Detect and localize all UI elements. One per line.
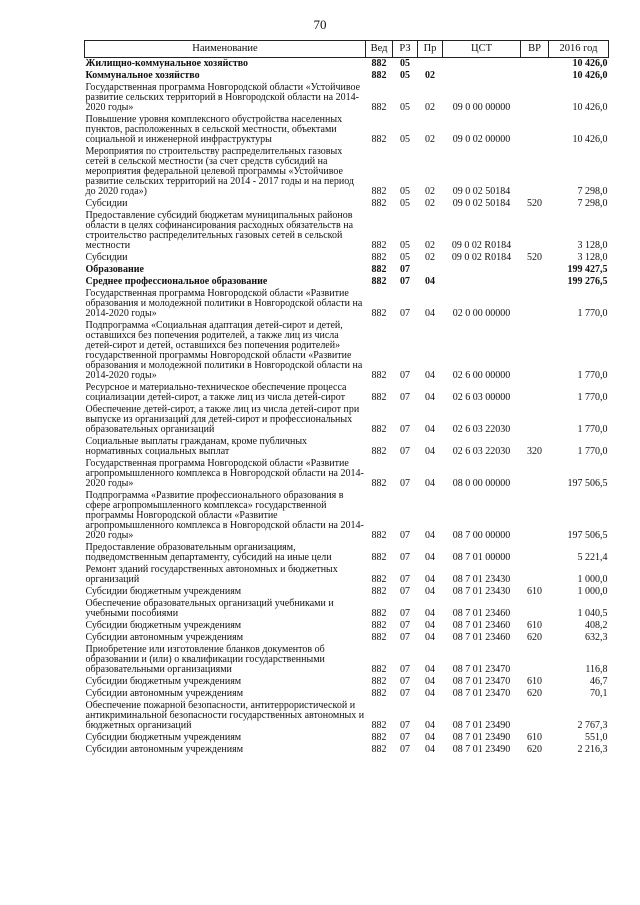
- cell-sum: 3 128,0: [577, 252, 608, 263]
- cell-rz: 07: [400, 732, 410, 743]
- cell-ved: 882: [371, 732, 387, 743]
- table-row: [85, 276, 609, 288]
- table-row: [85, 620, 609, 632]
- cell-cst: 09 0 02 50184: [452, 198, 511, 209]
- cell-ved: 882: [371, 134, 387, 145]
- cell-rz: 07: [400, 392, 410, 403]
- cell-cst: 08 7 01 23490: [452, 720, 511, 731]
- cell-pr: 04: [425, 620, 435, 631]
- table-row: [85, 644, 609, 676]
- cell-cst: 08 7 01 23460: [452, 620, 511, 631]
- cell-ved: 882: [371, 664, 387, 675]
- table-row: [85, 564, 609, 586]
- cell-name: Среднее профессиональное образование: [85, 276, 268, 287]
- table-row: [85, 732, 609, 744]
- cell-name: Приобретение или изготовление бланков документов об образовании и (или) о квалификации государственными образовательными организациями: [85, 644, 325, 675]
- cell-ved: 882: [371, 552, 387, 563]
- cell-sum: 197 506,5: [567, 478, 608, 489]
- cell-vr: [521, 276, 549, 288]
- cell-ved: 882: [371, 586, 387, 597]
- cell-rz: 05: [400, 102, 410, 113]
- cell-vr: [521, 288, 549, 320]
- header-name: Наименование: [85, 41, 366, 58]
- table-row: [85, 320, 609, 382]
- cell-ved: 882: [371, 198, 387, 209]
- cell-rz: 07: [400, 276, 410, 287]
- cell-sum: 2 216,3: [577, 744, 608, 755]
- cell-sum: 1 040,5: [577, 608, 608, 619]
- cell-pr: 04: [425, 608, 435, 619]
- cell-sum: 3 128,0: [577, 240, 608, 251]
- cell-rz: 07: [400, 720, 410, 731]
- cell-cst: 08 7 01 23460: [452, 632, 511, 643]
- cell-cst: 02 6 03 22030: [452, 446, 511, 457]
- cell-sum: 632,3: [585, 632, 608, 643]
- cell-vr: 620: [527, 632, 542, 643]
- cell-rz: 07: [400, 586, 410, 597]
- cell-name: Ремонт зданий государственных автономных и бюджетных организаций: [85, 564, 338, 585]
- cell-name: Субсидии автономным учреждениям: [85, 688, 244, 699]
- cell-sum: 10 426,0: [572, 102, 608, 113]
- table-header-row: [85, 41, 609, 58]
- cell-pr: 04: [425, 276, 435, 287]
- cell-vr: [521, 264, 549, 276]
- cell-rz: 07: [400, 688, 410, 699]
- cell-rz: 05: [400, 58, 410, 69]
- cell-name: Субсидии: [85, 252, 128, 263]
- cell-pr: [418, 264, 443, 276]
- cell-pr: 02: [425, 186, 435, 197]
- cell-cst: [443, 264, 521, 276]
- table-row: [85, 436, 609, 458]
- cell-rz: 05: [400, 134, 410, 145]
- cell-name: Субсидии бюджетным учреждениям: [85, 732, 242, 743]
- cell-vr: [521, 644, 549, 676]
- cell-vr: [521, 598, 549, 620]
- cell-sum: 408,2: [585, 620, 608, 631]
- cell-sum: 116,8: [585, 664, 608, 675]
- cell-pr: 04: [425, 664, 435, 675]
- cell-cst: 08 7 01 23430: [452, 586, 511, 597]
- cell-pr: [418, 58, 443, 71]
- cell-rz: 07: [400, 308, 410, 319]
- cell-pr: 04: [425, 530, 435, 541]
- cell-sum: 1 770,0: [577, 308, 608, 319]
- cell-name: Субсидии автономным учреждениям: [85, 744, 244, 755]
- cell-sum: 551,0: [585, 732, 608, 743]
- table-row: [85, 632, 609, 644]
- header-cst: ЦСТ: [443, 41, 521, 58]
- cell-sum: 5 221,4: [577, 552, 608, 563]
- cell-name: Повышение уровня комплексного обустройства населенных пунктов, расположенных в сельской местности, объектами социальной и инженерной инфраструктуры: [85, 114, 343, 145]
- cell-sum: 10 426,0: [572, 70, 608, 81]
- cell-name: Субсидии: [85, 198, 128, 209]
- cell-rz: 05: [400, 186, 410, 197]
- cell-rz: 07: [400, 664, 410, 675]
- cell-cst: [443, 276, 521, 288]
- cell-vr: [521, 58, 549, 71]
- cell-vr: 610: [527, 676, 542, 687]
- cell-vr: [521, 320, 549, 382]
- header-ved: Вед: [366, 41, 393, 58]
- header-vr: ВР: [521, 41, 549, 58]
- cell-cst: 08 7 01 23490: [452, 732, 511, 743]
- cell-ved: 882: [371, 676, 387, 687]
- cell-pr: 04: [425, 676, 435, 687]
- cell-vr: [521, 210, 549, 252]
- cell-rz: 05: [400, 252, 410, 263]
- cell-sum: 46,7: [590, 676, 608, 687]
- cell-ved: 882: [371, 530, 387, 541]
- cell-ved: 882: [371, 608, 387, 619]
- cell-pr: 04: [425, 308, 435, 319]
- cell-ved: 882: [371, 446, 387, 457]
- cell-pr: 04: [425, 478, 435, 489]
- page-number: 70: [313, 17, 327, 32]
- cell-name: Государственная программа Новгородской области «Устойчивое развитие сельских территорий в Новгородской области на 2014-2020 годы»: [85, 82, 361, 113]
- cell-sum: 199 276,5: [567, 276, 608, 287]
- table-row: [85, 490, 609, 542]
- header-rz: РЗ: [393, 41, 418, 58]
- cell-name: Государственная программа Новгородской области «Развитие агропромышленного комплекса в Новгородской области на 2014-2020 годы»: [85, 458, 364, 489]
- cell-pr: 04: [425, 632, 435, 643]
- cell-name: Коммунальное хозяйство: [85, 70, 200, 81]
- cell-rz: 07: [400, 264, 410, 275]
- cell-rz: 07: [400, 478, 410, 489]
- cell-rz: 05: [400, 70, 410, 81]
- cell-cst: 08 7 01 23470: [452, 664, 511, 675]
- table-row: [85, 58, 609, 71]
- cell-sum: 2 767,3: [577, 720, 608, 731]
- table-row: [85, 146, 609, 198]
- cell-cst: 08 7 01 23490: [452, 744, 511, 755]
- cell-ved: 882: [371, 240, 387, 251]
- cell-vr: [521, 404, 549, 436]
- cell-ved: 882: [371, 424, 387, 435]
- cell-rz: 07: [400, 370, 410, 381]
- cell-pr: 02: [425, 252, 435, 263]
- cell-name: Мероприятия по строительству распределительных газовых сетей в сельской местности (за счет средств субсидий на мероприятия федеральной целевой программы «Устойчивое развитие сельских территорий на 2014 - 2017 годы и на период до 2020 года»): [85, 146, 354, 197]
- cell-ved: 882: [371, 70, 387, 81]
- cell-pr: 02: [425, 240, 435, 251]
- cell-cst: 09 0 02 50184: [452, 186, 511, 197]
- cell-cst: [443, 70, 521, 82]
- cell-pr: 04: [425, 744, 435, 755]
- cell-name: Жилищно-коммунальное хозяйство: [85, 58, 249, 69]
- cell-vr: [521, 542, 549, 564]
- cell-pr: 02: [425, 134, 435, 145]
- cell-ved: 882: [371, 276, 387, 287]
- cell-pr: 04: [425, 370, 435, 381]
- cell-ved: 882: [371, 370, 387, 381]
- cell-vr: [521, 564, 549, 586]
- table-row: [85, 252, 609, 264]
- cell-ved: 882: [371, 720, 387, 731]
- table-row: [85, 744, 609, 756]
- cell-cst: 08 7 00 00000: [452, 530, 511, 541]
- cell-rz: 05: [400, 198, 410, 209]
- cell-vr: [521, 490, 549, 542]
- cell-sum: 7 298,0: [577, 186, 608, 197]
- cell-ved: 882: [371, 688, 387, 699]
- cell-vr: 610: [527, 586, 542, 597]
- cell-sum: 1 000,0: [577, 574, 608, 585]
- cell-cst: 09 0 02 R0184: [451, 240, 512, 251]
- cell-ved: 882: [371, 620, 387, 631]
- cell-cst: 08 7 01 23470: [452, 688, 511, 699]
- cell-pr: 04: [425, 392, 435, 403]
- cell-name: Образование: [85, 264, 144, 275]
- cell-sum: 1 770,0: [577, 446, 608, 457]
- cell-cst: 08 7 01 00000: [452, 552, 511, 563]
- cell-vr: 610: [527, 732, 542, 743]
- table-row: [85, 70, 609, 82]
- cell-sum: 1 770,0: [577, 370, 608, 381]
- cell-name: Предоставление образовательным организациям, подведомственным департаменту, субсидий на иные цели: [85, 542, 332, 563]
- cell-ved: 882: [371, 632, 387, 643]
- cell-vr: [521, 458, 549, 490]
- cell-name: Субсидии автономным учреждениям: [85, 632, 244, 643]
- cell-vr: 610: [527, 620, 542, 631]
- table-row: [85, 264, 609, 276]
- cell-cst: 08 7 01 23430: [452, 574, 511, 585]
- table-row: [85, 542, 609, 564]
- cell-name: Предоставление субсидий бюджетам муниципальных районов области в целях софинансирования расходных обязательств на строительство распределительных газовых сетей в сельской местности: [85, 210, 354, 251]
- cell-vr: [521, 82, 549, 114]
- table-row: [85, 210, 609, 252]
- table-row: [85, 586, 609, 598]
- cell-pr: 04: [425, 446, 435, 457]
- table-row: [85, 458, 609, 490]
- table-row: [85, 114, 609, 146]
- cell-cst: 02 6 03 22030: [452, 424, 511, 435]
- cell-pr: 02: [425, 70, 435, 81]
- cell-sum: 10 426,0: [572, 58, 608, 69]
- cell-name: Обеспечение образовательных организаций учебниками и учебными пособиями: [85, 598, 334, 619]
- table-row: [85, 676, 609, 688]
- cell-vr: [521, 146, 549, 198]
- table-row: [85, 598, 609, 620]
- cell-cst: 08 0 00 00000: [452, 478, 511, 489]
- cell-cst: 09 0 02 00000: [452, 134, 511, 145]
- cell-ved: 882: [371, 744, 387, 755]
- cell-cst: 02 0 00 00000: [452, 308, 511, 319]
- header-year: 2016 год: [549, 41, 609, 58]
- cell-vr: 520: [527, 198, 542, 209]
- cell-name: Подпрограмма «Развитие профессионального образования в сфере агропромышленного комплекса» государственной программы Новгородской области «Развитие агропромышленного комплекса в Новгородской области на 2014-2020 годы»: [85, 490, 364, 541]
- cell-rz: 07: [400, 608, 410, 619]
- cell-sum: 197 506,5: [567, 530, 608, 541]
- cell-ved: 882: [371, 478, 387, 489]
- cell-sum: 1 770,0: [577, 392, 608, 403]
- cell-vr: 320: [527, 446, 542, 457]
- cell-pr: 04: [425, 424, 435, 435]
- cell-pr: 04: [425, 720, 435, 731]
- cell-vr: 520: [527, 252, 542, 263]
- cell-vr: [521, 700, 549, 732]
- cell-name: Обеспечение детей-сирот, а также лиц из числа детей-сирот при выпуске из организаций для детей-сирот и профессиональных образовательных организаций: [85, 404, 360, 435]
- cell-cst: 08 7 01 23460: [452, 608, 511, 619]
- cell-vr: 620: [527, 744, 542, 755]
- cell-rz: 07: [400, 424, 410, 435]
- cell-pr: 04: [425, 586, 435, 597]
- cell-ved: 882: [371, 58, 387, 69]
- cell-rz: 07: [400, 446, 410, 457]
- cell-sum: 70,1: [590, 688, 608, 699]
- cell-cst: 09 0 02 R0184: [451, 252, 512, 263]
- cell-cst: 09 0 00 00000: [452, 102, 511, 113]
- table-row: [85, 404, 609, 436]
- cell-name: Ресурсное и материально-техническое обеспечение процесса социализации детей-сирот, а также лиц из числа детей-сирот: [85, 382, 347, 403]
- cell-rz: 07: [400, 530, 410, 541]
- cell-rz: 07: [400, 676, 410, 687]
- cell-sum: 1 000,0: [577, 586, 608, 597]
- table-row: [85, 198, 609, 210]
- cell-rz: 07: [400, 552, 410, 563]
- cell-rz: 07: [400, 632, 410, 643]
- cell-sum: 1 770,0: [577, 424, 608, 435]
- cell-pr: 04: [425, 574, 435, 585]
- cell-name: Субсидии бюджетным учреждениям: [85, 586, 242, 597]
- table-body: [85, 58, 609, 757]
- cell-rz: 07: [400, 744, 410, 755]
- cell-ved: 882: [371, 186, 387, 197]
- cell-name: Социальные выплаты гражданам, кроме публичных нормативных социальных выплат: [85, 436, 308, 457]
- cell-vr: [521, 382, 549, 404]
- cell-pr: 02: [425, 198, 435, 209]
- table-row: [85, 288, 609, 320]
- cell-sum: 10 426,0: [572, 134, 608, 145]
- cell-pr: 04: [425, 688, 435, 699]
- table-row: [85, 382, 609, 404]
- cell-pr: 02: [425, 102, 435, 113]
- cell-sum: 7 298,0: [577, 198, 608, 209]
- budget-table: [84, 40, 609, 756]
- cell-pr: 04: [425, 732, 435, 743]
- cell-name: Субсидии бюджетным учреждениям: [85, 620, 242, 631]
- cell-sum: 199 427,5: [567, 264, 608, 275]
- cell-rz: 05: [400, 240, 410, 251]
- cell-ved: 882: [371, 392, 387, 403]
- cell-cst: 02 6 03 00000: [452, 392, 511, 403]
- table-row: [85, 82, 609, 114]
- cell-name: Обеспечение пожарной безопасности, антитеррористической и антикриминальной безопасности государственных автономных и бюджетных организаций: [85, 700, 365, 731]
- cell-ved: 882: [371, 102, 387, 113]
- cell-cst: [443, 58, 521, 71]
- cell-pr: 04: [425, 552, 435, 563]
- table-row: [85, 700, 609, 732]
- cell-cst: 08 7 01 23470: [452, 676, 511, 687]
- cell-vr: [521, 114, 549, 146]
- cell-ved: 882: [371, 264, 387, 275]
- cell-ved: 882: [371, 574, 387, 585]
- cell-rz: 07: [400, 620, 410, 631]
- header-pr: Пр: [418, 41, 443, 58]
- cell-rz: 07: [400, 574, 410, 585]
- cell-cst: 02 6 00 00000: [452, 370, 511, 381]
- cell-ved: 882: [371, 308, 387, 319]
- cell-name: Подпрограмма «Социальная адаптация детей-сирот и детей, оставшихся без попечения родителей, а также лиц из числа детей-сирот и детей, оставшихся без попечения родителей» государственной программы Новгородской области «Развитие образования и молодежной политики в Новгородской области на 2014-2020 годы»: [85, 320, 363, 381]
- cell-name: Государственная программа Новгородской области «Развитие образования и молодежной политики в Новгородской области на 2014-2020 годы»: [85, 288, 363, 319]
- table-row: [85, 688, 609, 700]
- cell-vr: [521, 70, 549, 82]
- cell-ved: 882: [371, 252, 387, 263]
- cell-name: Субсидии бюджетным учреждениям: [85, 676, 242, 687]
- cell-vr: 620: [527, 688, 542, 699]
